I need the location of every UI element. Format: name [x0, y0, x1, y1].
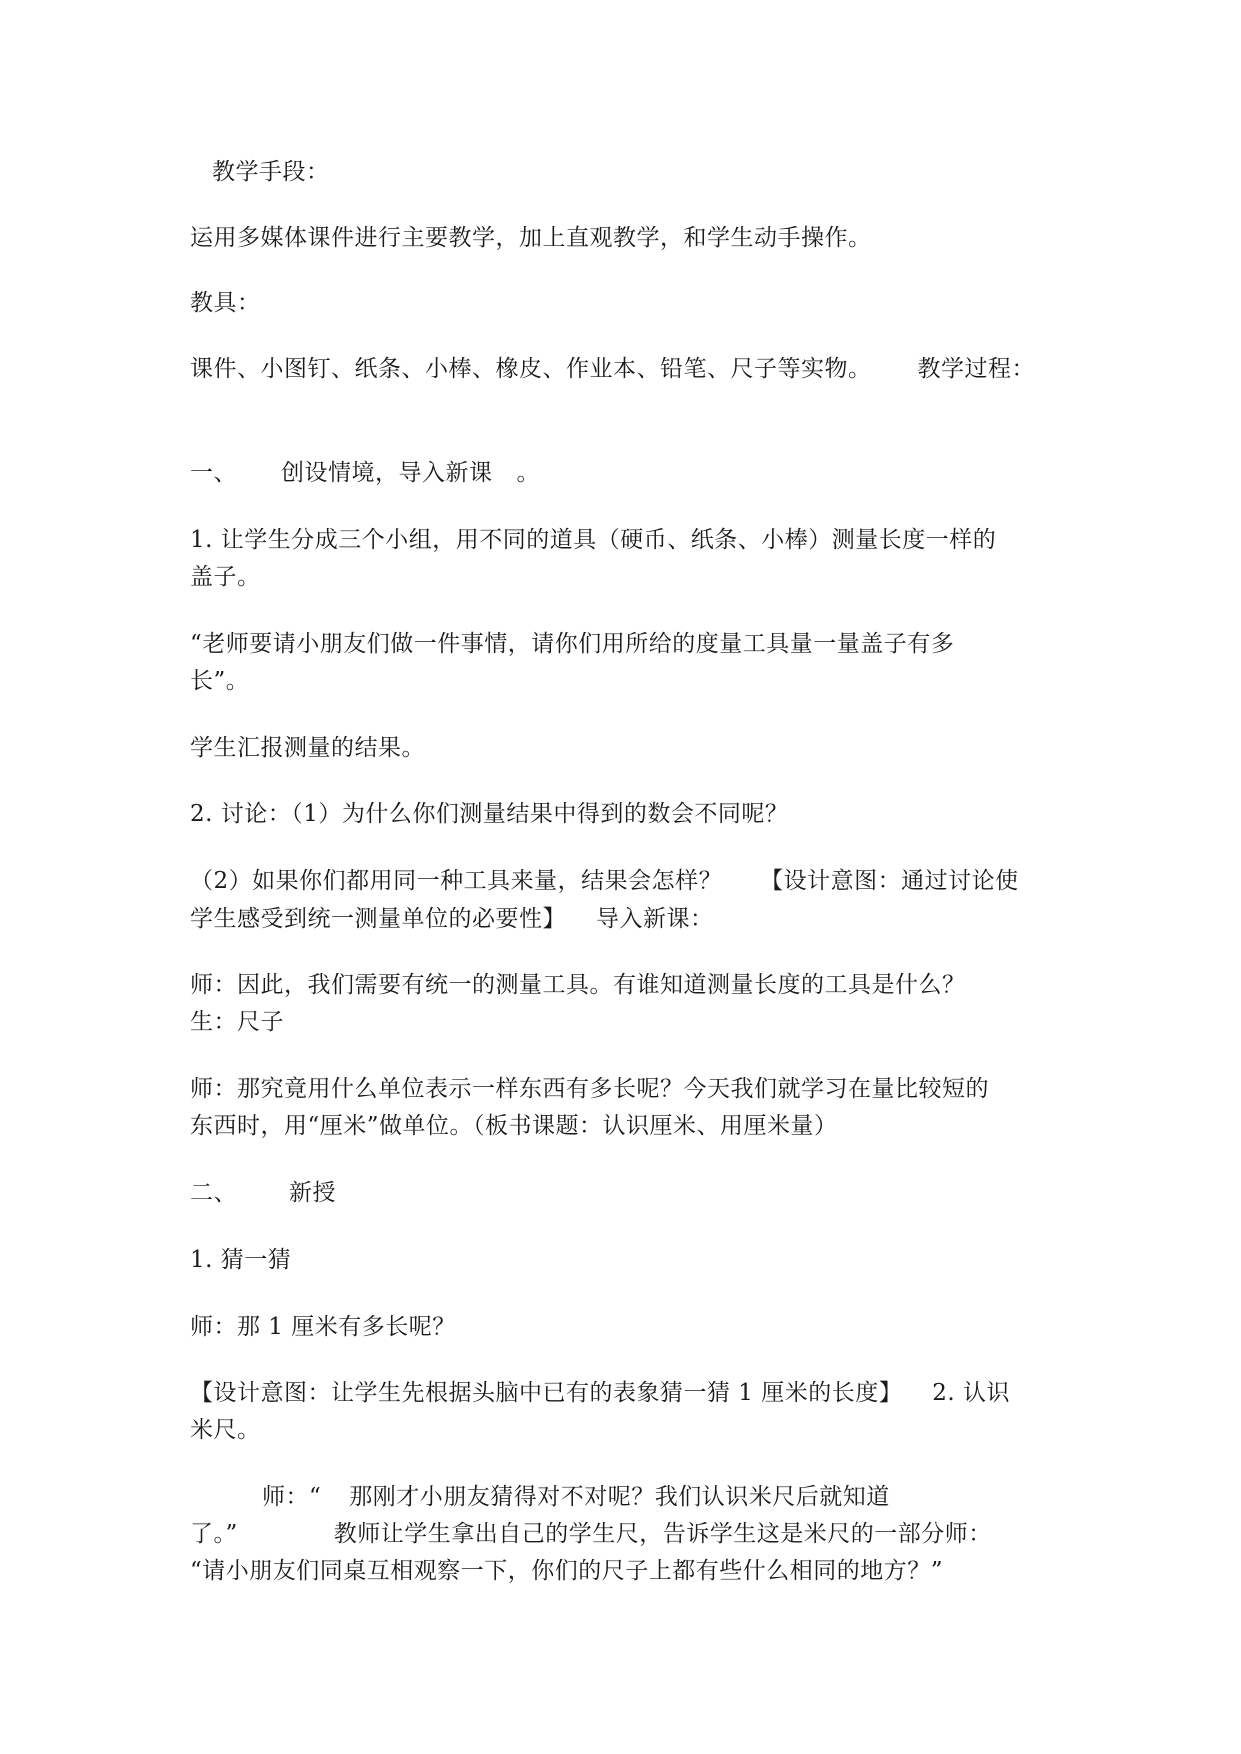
paragraph-discussion-2-line-2	[190, 902, 1070, 936]
text-teacher-2-b: 东西时，用“厘米”做单位。（板书课题：认识厘米、用厘米量）	[190, 1113, 838, 1139]
text-teaching-aids-body: 课件、小图钉、纸条、小棒、橡皮、作业本、铅笔、尺子等实物。	[190, 356, 872, 382]
heading-teaching-means	[212, 155, 1092, 189]
text-teacher-4-a: 师：“	[262, 1484, 322, 1510]
text-design-intent-2: 【设计意图：让学生先根据头脑中已有的表象猜一猜 1 厘米的长度】	[190, 1380, 903, 1406]
section-number-two: 二、	[190, 1180, 237, 1206]
text-teacher-4-c: 了。”	[190, 1521, 238, 1547]
text-teaching-means-body: 运用多媒体课件进行主要教学，加上直观教学，和学生动手操作。	[190, 225, 872, 251]
section-title-one: 创设情境，导入新课	[281, 460, 493, 486]
paragraph-teacher-2-line-2	[190, 1109, 1070, 1143]
text-teaching-aids-label: 教具：	[190, 290, 261, 316]
paragraph-teaching-means	[190, 221, 1070, 255]
section-number-one: 一、	[190, 460, 237, 486]
paragraph-step-1-line-2	[190, 560, 1070, 594]
text-quote-b: 长”。	[190, 668, 250, 694]
paragraph-step-1-line-1	[190, 523, 1070, 557]
paragraph-guess-heading	[190, 1243, 1070, 1277]
text-teacher-4-b: 那刚才小朋友猜得对不对呢？我们认识米尺后就知道	[349, 1484, 890, 1510]
text-teacher-4-d: 教师让学生拿出自己的学生尺，告诉学生这是米尺的一部分师：	[333, 1521, 992, 1547]
paragraph-teacher-4-line-3	[190, 1554, 1070, 1588]
text-design-intent-1-b: 学生感受到统一测量单位的必要性】	[190, 906, 566, 932]
section-heading-two	[190, 1176, 1070, 1210]
text-report: 学生汇报测量的结果。	[190, 735, 425, 761]
text-step-1-a: 1. 让学生分成三个小组，用不同的道具（硬币、纸条、小棒）测量长度一样的	[190, 527, 997, 553]
text-discussion-1: 2. 讨论：（1）为什么你们测量结果中得到的数会不同呢？	[190, 801, 789, 827]
paragraph-teacher-3	[190, 1310, 1070, 1344]
section-title-one-period: 。	[516, 460, 540, 486]
text-recognize-ruler-b: 米尺。	[190, 1417, 261, 1443]
paragraph-discussion	[190, 797, 1070, 831]
text-discussion-2: （2）如果你们都用同一种工具来量，结果会怎样？	[190, 868, 723, 894]
text-introduce-new-lesson: 导入新课：	[596, 906, 714, 932]
section-heading-one	[190, 456, 1070, 490]
text-guess-heading: 1. 猜一猜	[190, 1247, 292, 1273]
text-teacher-2-a: 师：那究竟用什么单位表示一样东西有多长呢？今天我们就学习在量比较短的	[190, 1076, 989, 1102]
text-teacher-1: 师：因此，我们需要有统一的测量工具。有谁知道测量长度的工具是什么？	[190, 972, 966, 998]
paragraph-design-intent-2-line-1	[190, 1376, 1070, 1410]
text-teacher-3: 师：那 1 厘米有多长呢？	[190, 1314, 456, 1340]
text-recognize-ruler-a: 2. 认识	[932, 1380, 1011, 1406]
paragraph-student-1	[190, 1005, 1070, 1039]
text-design-intent-1-a: 【设计意图：通过讨论使	[760, 868, 1019, 894]
paragraph-teacher-2-line-1	[190, 1072, 1070, 1106]
text-step-1-b: 盖子。	[190, 564, 261, 590]
text-student-1: 生：尺子	[190, 1009, 284, 1035]
text-teaching-process-label: 教学过程：	[917, 356, 1035, 382]
heading-teaching-aids	[190, 286, 1070, 320]
section-title-two: 新授	[289, 1180, 336, 1206]
paragraph-quote-line-1	[190, 627, 1070, 661]
text-teaching-means-label: 教学手段：	[212, 159, 330, 185]
paragraph-teacher-4-line-2	[190, 1517, 1070, 1551]
text-quote-a: “老师要请小朋友们做一件事情，请你们用所给的度量工具量一量盖子有多	[190, 631, 955, 657]
paragraph-teaching-aids	[190, 352, 1070, 386]
paragraph-quote-line-2	[190, 664, 1070, 698]
text-teacher-4-e: “请小朋友们同桌互相观察一下，你们的尺子上都有些什么相同的地方？”	[190, 1558, 944, 1584]
paragraph-design-intent-2-line-2	[190, 1413, 1070, 1447]
paragraph-discussion-2-line-1	[190, 864, 1070, 898]
paragraph-teacher-1	[190, 968, 1070, 1002]
paragraph-teacher-4-line-1	[262, 1480, 1142, 1514]
paragraph-report	[190, 731, 1070, 765]
